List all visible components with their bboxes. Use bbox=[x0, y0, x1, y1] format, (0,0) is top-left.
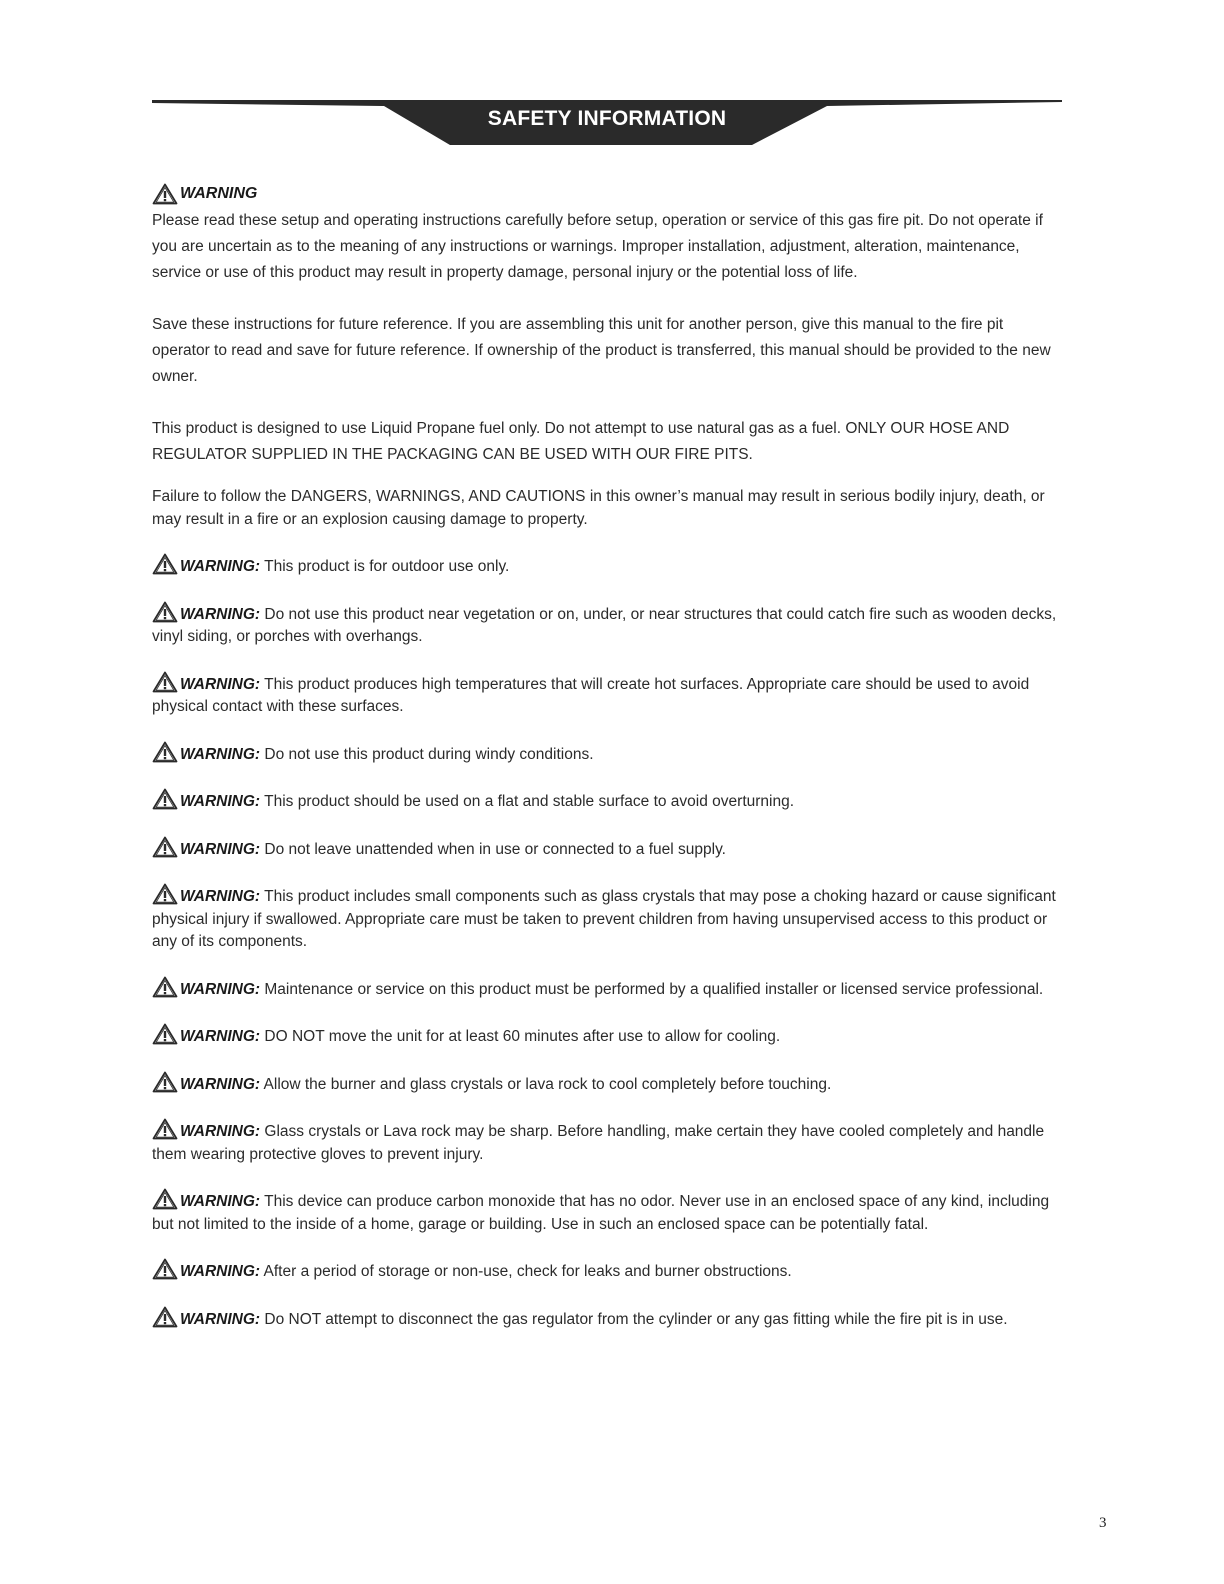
section-title: SAFETY INFORMATION bbox=[487, 107, 727, 130]
warning-label: WARNING: bbox=[180, 605, 261, 623]
warning-label: WARNING: bbox=[180, 1123, 261, 1140]
warning-item-4 bbox=[152, 741, 1064, 767]
warning-label: WARNING: bbox=[180, 1310, 261, 1328]
warning-item-5 bbox=[152, 788, 1064, 814]
warning-text: Do NOT attempt to disconnect the gas regulator from the cylinder or any gas fitting while the fire pit is in use. bbox=[264, 1310, 1008, 1328]
warning-label: WARNING: bbox=[180, 1193, 261, 1210]
warning-label: WARNING: bbox=[180, 1263, 261, 1280]
warning-text: After a period of storage or non-use, check for leaks and burner obstructions. bbox=[263, 1263, 792, 1280]
section-header-banner bbox=[152, 100, 1062, 146]
intro-warning-heading bbox=[152, 180, 1064, 208]
warning-text: DO NOT move the unit for at least 60 minutes after use to allow for cooling. bbox=[264, 1028, 781, 1045]
warning-label: WARNING: bbox=[180, 888, 261, 905]
warning-item-14 bbox=[152, 1306, 1064, 1332]
warning-label: WARNING: bbox=[180, 1075, 261, 1093]
warning-item-9 bbox=[152, 1023, 1064, 1049]
warning-text: This product includes small components such as glass crystals that may pose a choking hazard or cause significant physical injury if swallowed. Appropriate care must be taken to prevent children from having unsupervised access to this product or any of its components. bbox=[152, 888, 1056, 950]
warning-triangle-icon bbox=[152, 1258, 178, 1280]
warning-text: Glass crystals or Lava rock may be sharp. Before handling, make certain they have cooled completely and handle them wearing protective gloves to prevent injury. bbox=[152, 1123, 1045, 1163]
warning-item-3 bbox=[152, 671, 1064, 719]
warning-item-13 bbox=[152, 1258, 1064, 1284]
warning-text: Do not leave unattended when in use or connected to a fuel supply. bbox=[264, 840, 726, 858]
warning-triangle-icon bbox=[152, 553, 178, 575]
warning-triangle-icon bbox=[152, 183, 178, 205]
intro-warning-label: WARNING bbox=[180, 185, 258, 202]
warning-triangle-icon bbox=[152, 1023, 178, 1045]
warning-triangle-icon bbox=[152, 741, 178, 763]
warning-text: Do not use this product during windy conditions. bbox=[264, 745, 594, 763]
warning-text: Do not use this product near vegetation or on, under, or near structures that could catch fire such as wooden decks, vinyl siding, or porches with overhangs. bbox=[152, 605, 1057, 645]
warning-label: WARNING: bbox=[180, 558, 261, 575]
intro-paragraph-1: Please read these setup and operating instructions carefully before setup, operation or service of this gas fire pit. Do not operate if you are uncertain as to the meaning of any instructions or warnings. Improper installation, adjustment, alteration, maintenance, service or use of this product may result in property damage, personal injury or the potential loss of life. bbox=[152, 212, 1043, 281]
warning-label: WARNING: bbox=[180, 675, 261, 693]
safety-content bbox=[152, 180, 1064, 1331]
warning-label: WARNING: bbox=[180, 980, 261, 998]
warning-triangle-icon bbox=[152, 883, 178, 905]
warning-label: WARNING: bbox=[180, 793, 261, 810]
warning-item-6 bbox=[152, 836, 1064, 862]
warning-item-7 bbox=[152, 883, 1064, 954]
warning-item-8 bbox=[152, 976, 1064, 1002]
warning-triangle-icon bbox=[152, 601, 178, 623]
warning-text: This product is for outdoor use only. bbox=[264, 558, 510, 575]
intro-paragraph-4: Failure to follow the DANGERS, WARNINGS, AND CAUTIONS in this owner’s manual may result in serious bodily injury, death, or may result in a fire or an explosion causing damage to property. bbox=[152, 488, 1045, 528]
warning-item-12 bbox=[152, 1188, 1064, 1236]
intro-paragraph-3: This product is designed to use Liquid Propane fuel only. Do not attempt to use natural gas as a fuel. ONLY OUR HOSE AND REGULATOR SUPPLIED IN THE PACKAGING CAN BE USED WITH OUR FIRE PITS. bbox=[152, 420, 1010, 463]
warning-text: Maintenance or service on this product must be performed by a qualified installer or licensed service professional. bbox=[264, 980, 1044, 998]
warning-triangle-icon bbox=[152, 671, 178, 693]
warning-text: This device can produce carbon monoxide that has no odor. Never use in an enclosed space of any kind, including but not limited to the inside of a home, garage or building. Use in such an enclosed space can be potentially fatal. bbox=[152, 1193, 1050, 1233]
page-number: 3 bbox=[1099, 1515, 1107, 1531]
warning-triangle-icon bbox=[152, 976, 178, 998]
warning-text: This product produces high temperatures that will create hot surfaces. Appropriate care should be used to avoid physical contact with these surfaces. bbox=[152, 675, 1030, 715]
warning-item-2 bbox=[152, 601, 1064, 649]
warning-label: WARNING: bbox=[180, 745, 261, 763]
warning-triangle-icon bbox=[152, 1118, 178, 1140]
warning-triangle-icon bbox=[152, 1071, 178, 1093]
warning-item-11 bbox=[152, 1118, 1064, 1166]
warning-label: WARNING: bbox=[180, 840, 261, 858]
warning-text: Allow the burner and glass crystals or lava rock to cool completely before touching. bbox=[263, 1075, 832, 1093]
warning-text: This product should be used on a flat and stable surface to avoid overturning. bbox=[264, 793, 795, 810]
warning-triangle-icon bbox=[152, 1188, 178, 1210]
warning-triangle-icon bbox=[152, 788, 178, 810]
warning-item-1 bbox=[152, 553, 1064, 579]
intro-paragraph-2: Save these instructions for future reference. If you are assembling this unit for another person, give this manual to the fire pit operator to read and save for future reference. If ownership of the product is transferred, this manual should be provided to the new owner. bbox=[152, 316, 1051, 385]
warning-list bbox=[152, 553, 1064, 1331]
warning-label: WARNING: bbox=[180, 1028, 261, 1045]
warning-item-10 bbox=[152, 1071, 1064, 1097]
warning-triangle-icon bbox=[152, 836, 178, 858]
warning-triangle-icon bbox=[152, 1306, 178, 1328]
